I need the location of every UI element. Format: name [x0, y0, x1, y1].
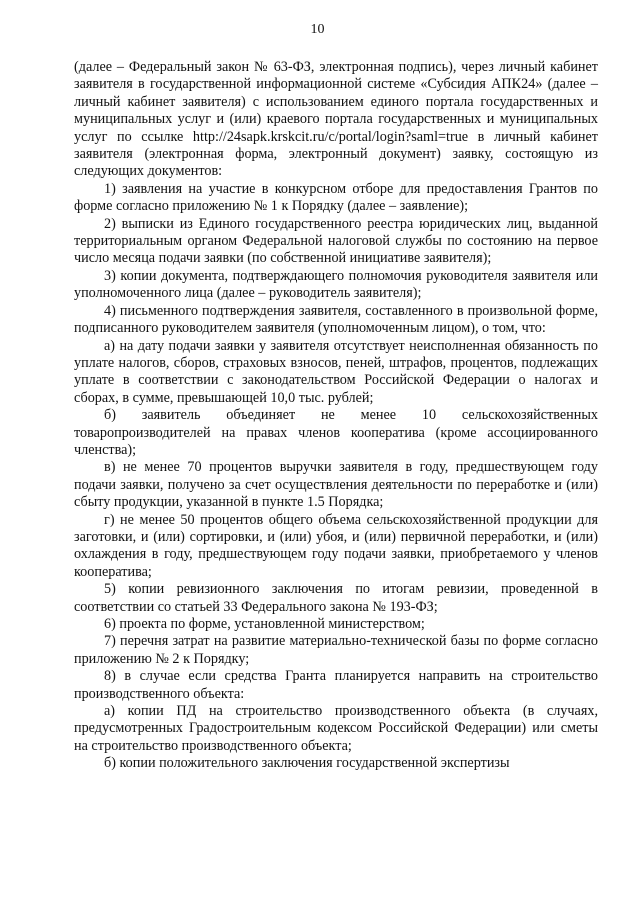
- paragraph-item-6: 6) проекта по форме, установленной министерством;: [104, 616, 425, 632]
- paragraph-item-3: 3) копии документа, подтверждающего полномочия руководителя заявителя или уполномоченного лица (далее – руководитель заявителя);: [74, 267, 598, 302]
- paragraph-item-8b: б) копии положительного заключения государственной экспертизы: [104, 755, 510, 772]
- paragraph-item-4g: г) не менее 50 процентов общего объема сельскохозяйственной продукции для заготовки, и (или) сортировки, и (или) убоя, и (или) первичной переработки, и (или) охлаждения в году, предшествующем году подачи заявки, приобретаемого у членов кооператива;: [74, 511, 598, 580]
- paragraph-item-4b: б) заявитель объединяет не менее 10 сельскохозяйственных товаропроизводителей на правах членов кооператива (кроме ассоциированного членства);: [74, 407, 598, 458]
- paragraph-item-8a: а) копии ПД на строительство производственного объекта (в случаях, предусмотренных Градостроительным кодексом Российской Федерации) или сметы на строительство производственного объекта;: [74, 703, 598, 754]
- paragraph-item-4v: в) не менее 70 процентов выручки заявителя в году, предшествующем году подачи заявки, получено за счет осуществления деятельности по переработке и (или) сбыту продукции, указанной в пункте 1.5 Порядка;: [74, 459, 598, 511]
- page-number: 10: [310, 22, 325, 37]
- paragraph-item-8: 8) в случае если средства Гранта планируется направить на строительство производственного объекта:: [74, 668, 598, 702]
- paragraph-item-4: 4) письменного подтверждения заявителя, составленного в произвольной форме, подписанного руководителем заявителя (уполномоченным лицом), о том, что:: [74, 302, 598, 337]
- document-body: [74, 59, 598, 773]
- paragraph-continuation: (далее – Федеральный закон № 63-ФЗ, электронная подпись), через личный кабинет заявителя в государственной информационной системе «Субсидия АПК24» (далее – личный кабинет заявителя) с использованием единого портала государственных и муниципальных услуг и (или) краевого портала государственных и муниципальных услуг по ссылке http://24sapk.krskcit.ru/c/portal/login?saml=true в личный кабинет заявителя (электронная форма, электронный документ) заявку, состоящую из следующих документов:: [74, 59, 598, 180]
- paragraph-item-1: 1) заявления на участие в конкурсном отборе для предоставления Грантов по форме согласно приложению № 1 к Порядку (далее – заявление);: [74, 180, 598, 215]
- paragraph-item-5: 5) копии ревизионного заключения по итогам ревизии, проведенной в соответствии со статьей 33 Федерального закона № 193-ФЗ;: [74, 581, 598, 615]
- paragraph-item-7: 7) перечня затрат на развитие материально-технической базы по форме согласно приложению № 2 к Порядку;: [74, 633, 598, 667]
- paragraph-item-4a: а) на дату подачи заявки у заявителя отсутствует неисполненная обязанность по уплате налогов, сборов, страховых взносов, пеней, штрафов, процентов, подлежащих уплате в соответствии с законодательством Российской Федерации о налогах и сборах, в сумме, превышающей 10,0 тыс. рублей;: [74, 337, 598, 406]
- paragraph-item-2: 2) выписки из Единого государственного реестра юридических лиц, выданной территориальным органом Федеральной налоговой службы по состоянию на первое число месяца подачи заявки (по собственной инициативе заявителя);: [74, 215, 598, 267]
